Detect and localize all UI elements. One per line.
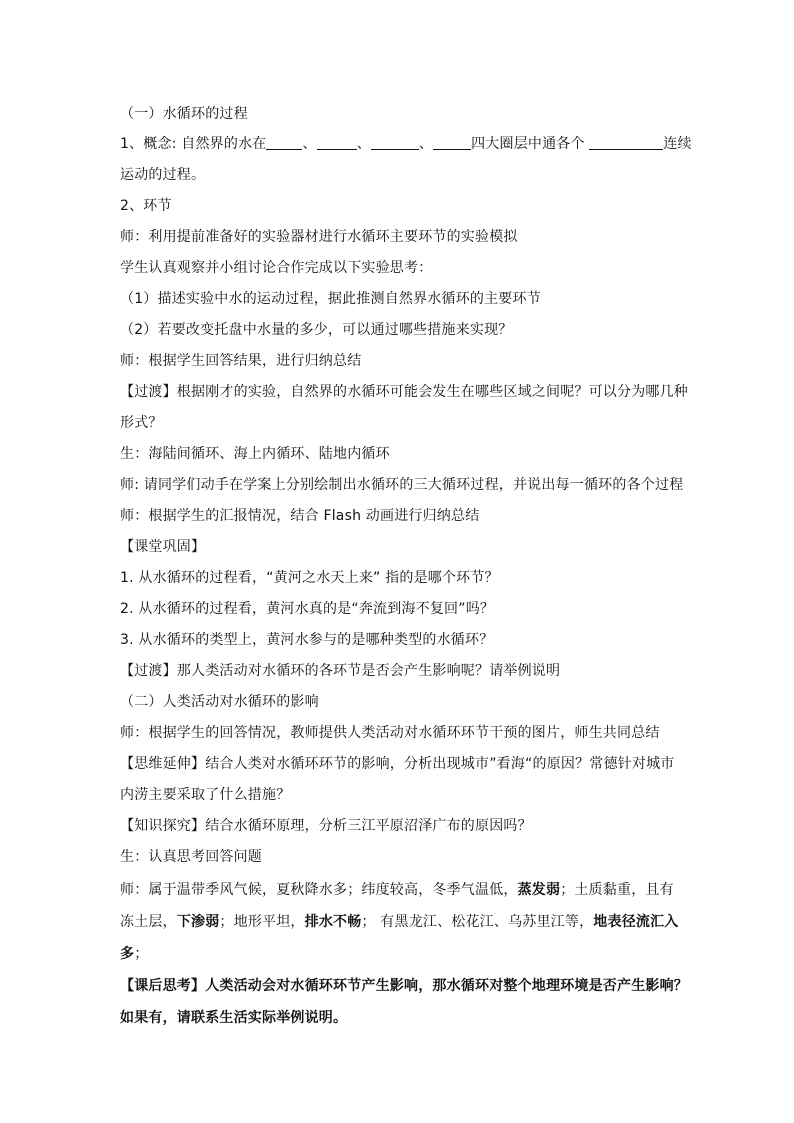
paragraph-line: 学生认真观察并小组讨论合作完成以下实验思考：: [120, 260, 433, 276]
section-heading-4: （二）人类活动对水循环的影响: [120, 694, 319, 710]
separator: 、: [356, 136, 371, 152]
answer-text: ；: [134, 946, 149, 962]
paragraph-line: 师：根据学生回答结果，进行归纳总结: [120, 353, 362, 369]
blank-3: [371, 135, 419, 150]
concept-text: 连续: [663, 136, 692, 152]
separator: 、: [302, 136, 317, 152]
separator: 、: [418, 136, 434, 152]
question-line: （1）描述实验中水的运动过程，据此推测自然界水循环的主要环节: [120, 291, 541, 307]
paragraph-line: 【知识探究】结合水循环原理，分析三江平原沼泽广布的原因吗？: [120, 818, 532, 834]
paragraph-line: 【思维延伸】结合人类对水循环环节的影响，分析出现城市”看海“的原因？常德针对城市: [120, 756, 675, 772]
answer-text: 冻土层，: [120, 914, 177, 930]
section-heading-1: （一）水循环的过程: [120, 106, 248, 122]
reflection-line: 如果有，请联系生活实际举例说明。: [120, 1010, 348, 1026]
answer-line: [120, 944, 680, 964]
answer-bold-text: 下渗弱: [176, 914, 220, 930]
concept-text: 四大圈层中通各个: [471, 136, 585, 152]
paragraph-line: 师: 请同学们动手在学案上分别绘制出水循环的三大循环过程，并说出每一循环的各个过程: [120, 477, 684, 493]
answer-text: ；土质黏重，且有: [560, 882, 674, 898]
paragraph-line: 【过渡】那人类活动对水循环的各环节是否会产生影响呢？请举例说明: [120, 663, 561, 679]
answer-bold-text: 蒸发弱: [517, 882, 561, 898]
answer-text: 师：属于温带季风气候，夏秋降水多；纬度较高，冬季气温低，: [120, 882, 518, 898]
question-line: （2）若要改变托盘中水量的多少，可以通过哪些措施来实现？: [120, 322, 513, 338]
blank-2: [317, 135, 357, 150]
answer-bold-text: 多: [120, 946, 135, 962]
paragraph-line: 内涝主要采取了什么措施？: [120, 787, 291, 803]
question-line: 2. 从水循环的过程看，黄河水真的是“奔流到海不复回”吗？: [120, 601, 495, 617]
blank-5: [589, 135, 663, 150]
answer-text: ； 有黑龙江、松花江、乌苏里江等，: [361, 914, 594, 930]
paragraph-line: 师：根据学生的回答情况，教师提供人类活动对水循环环节干预的图片，师生共同总结: [120, 725, 660, 741]
answer-bold-text: 地表径流汇入: [593, 914, 679, 930]
concept-line: [120, 134, 692, 154]
concept-text: 1、概念: 自然界的水在: [120, 136, 267, 152]
paragraph-line: 师：根据学生的汇报情况，结合 Flash 动画进行归纳总结: [120, 508, 480, 524]
answer-line: [120, 912, 680, 932]
section-heading-2: 2、环节: [120, 198, 172, 214]
blank-1: [266, 135, 302, 150]
paragraph-line: 生：海陆间循环、海上内循环、陆地内循环: [120, 446, 390, 462]
blank-4: [433, 135, 471, 150]
section-heading-3: 【课堂巩固】: [120, 539, 206, 555]
question-line: 3. 从水循环的类型上，黄河水参与的是哪种类型的水循环？: [120, 632, 494, 648]
paragraph-line: 师：利用提前准备好的实验器材进行水循环主要环节的实验模拟: [120, 229, 518, 245]
reflection-line: 【课后思考】人类活动会对水循环环节产生影响，那水循环对整个地理环境是否产生影响？: [120, 978, 688, 994]
paragraph-line: 形式？: [120, 415, 163, 431]
answer-bold-text: 排水不畅: [304, 914, 362, 930]
paragraph-line: 【过渡】根据刚才的实验，自然界的水循环可能会发生在哪些区域之间呢？可以分为哪几种: [120, 384, 688, 400]
question-line: 1. 从水循环的过程看，“黄河之水天上来” 指的是哪个环节？: [120, 570, 499, 586]
paragraph-line: 运动的过程。: [120, 167, 206, 183]
answer-text: ；地形平坦，: [219, 914, 305, 930]
paragraph-line: 生：认真思考回答问题: [120, 849, 262, 865]
answer-line: [120, 880, 680, 900]
